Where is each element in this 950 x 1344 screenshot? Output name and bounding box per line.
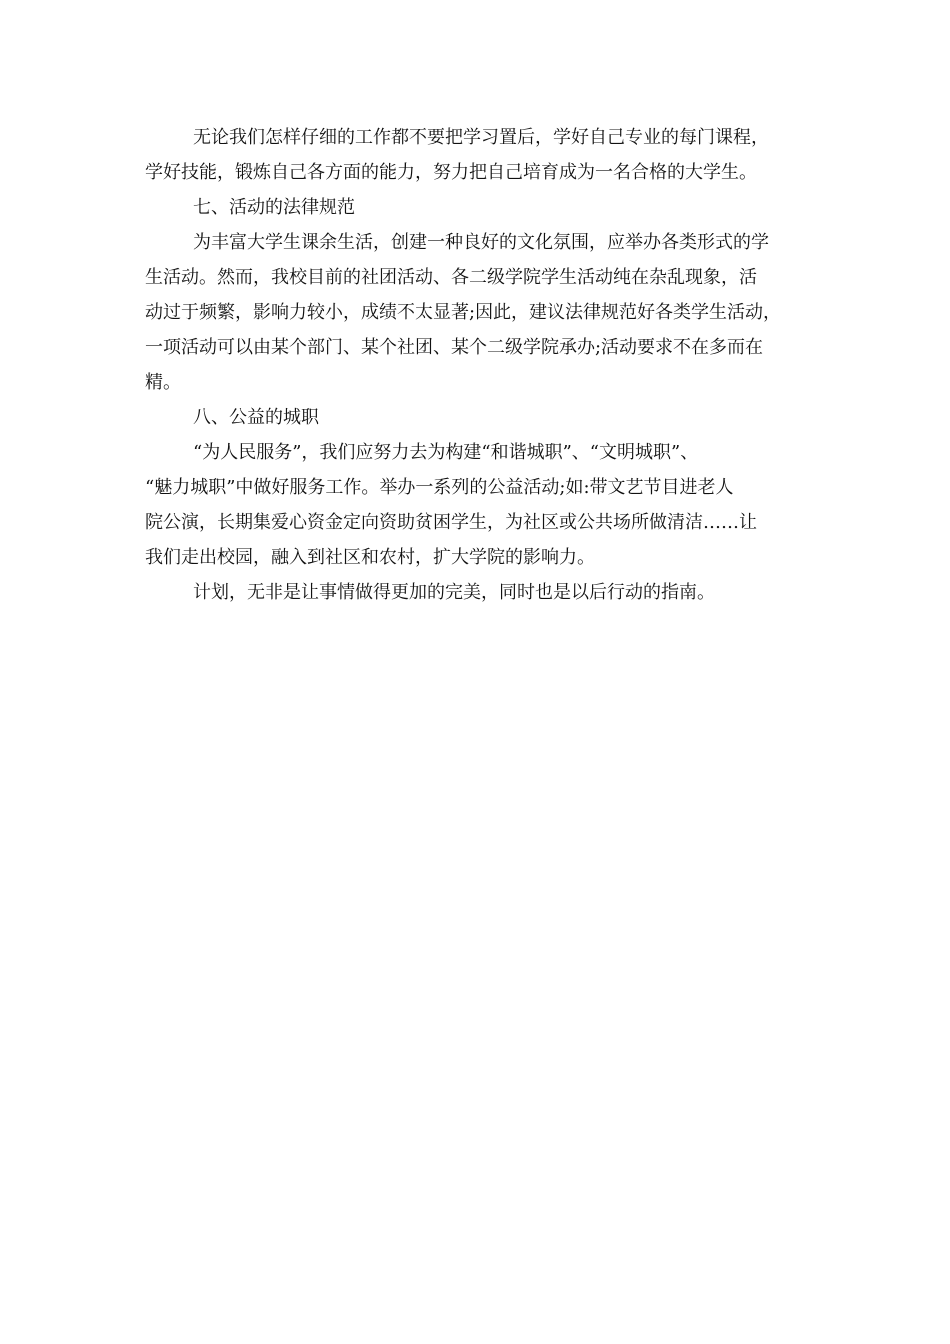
paragraph-line: 学好技能，锻炼自己各方面的能力，努力把自己培育成为一名合格的大学生。 bbox=[145, 162, 757, 183]
paragraph-line: 院公演，长期集爱心资金定向资助贫困学生，为社区或公共场所做清洁……让 bbox=[145, 512, 757, 533]
paragraph-line: 无论我们怎样仔细的工作都不要把学习置后，学好自己专业的每门课程， bbox=[193, 127, 769, 148]
paragraph-line: “魅力城职”中做好服务工作。举办一系列的公益活动;如:带文艺节目进老人 bbox=[145, 477, 734, 498]
paragraph-line: 为丰富大学生课余生活，创建一种良好的文化氛围，应举办各类形式的学 bbox=[193, 232, 769, 253]
paragraph-line: 生活动。然而，我校目前的社团活动、各二级学院学生活动纯在杂乱现象，活 bbox=[145, 267, 757, 288]
paragraph-line: 我们走出校园，融入到社区和农村，扩大学院的影响力。 bbox=[145, 547, 595, 568]
paragraph-line: 一项活动可以由某个部门、某个社团、某个二级学院承办;活动要求不在多而在 bbox=[145, 337, 764, 358]
paragraph-line: “为人民服务”，我们应努力去为构建“和谐城职”、“文明城职”、 bbox=[193, 442, 699, 463]
paragraph-line: 动过于频繁，影响力较小，成绩不太显著;因此，建议法律规范好各类学生活动， bbox=[145, 302, 782, 323]
paragraph-line: 计划，无非是让事情做得更加的完美，同时也是以后行动的指南。 bbox=[193, 582, 715, 603]
section-heading: 八、公益的城职 bbox=[193, 407, 319, 428]
paragraph-line: 精。 bbox=[145, 372, 181, 393]
document-body bbox=[145, 120, 815, 610]
section-heading: 七、活动的法律规范 bbox=[193, 197, 355, 218]
